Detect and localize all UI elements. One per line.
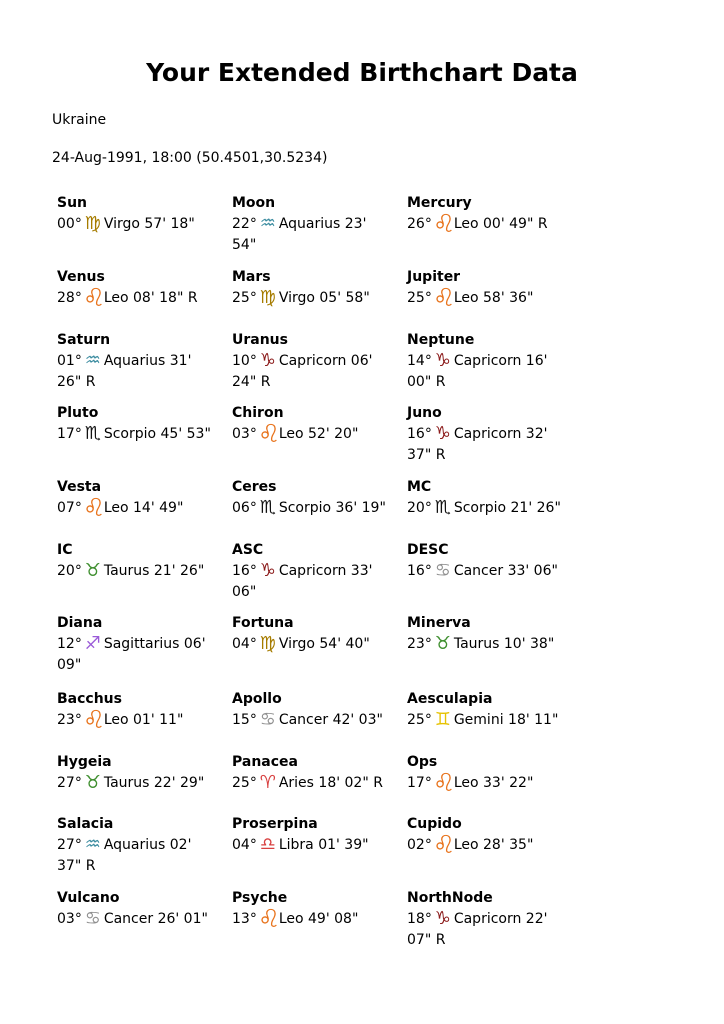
- body-sign-minutes: Aquarius 23': [278, 216, 367, 232]
- body-position: [407, 424, 577, 466]
- cancer-sign-icon: ♋: [84, 908, 101, 929]
- body-sign-minutes: Aquarius 02': [103, 837, 192, 853]
- virgo-sign-icon: ♍: [259, 633, 276, 654]
- body-name: Minerva: [407, 615, 471, 631]
- body-position: [407, 768, 577, 797]
- body-name: Pluto: [57, 405, 99, 421]
- body-degree: 18°: [407, 911, 432, 927]
- body-position: [232, 710, 402, 731]
- body-position: [232, 214, 402, 256]
- body-mars: [232, 267, 402, 309]
- body-position: [232, 634, 402, 655]
- body-name: IC: [57, 542, 73, 558]
- body-name: Hygeia: [57, 754, 112, 770]
- body-position: [407, 498, 577, 519]
- body-sign-minutes: Libra 01' 39": [278, 837, 369, 853]
- body-sign-minutes: Leo 33' 22": [453, 775, 534, 791]
- body-name: Cupido: [407, 816, 462, 832]
- birth-location: Ukraine: [52, 112, 107, 128]
- body-position: [407, 710, 577, 731]
- body-name: Ops: [407, 754, 438, 770]
- body-sign-minutes: Scorpio 21' 26": [453, 500, 561, 516]
- body-name: Neptune: [407, 332, 475, 348]
- body-sign-minutes: Taurus 22' 29": [103, 775, 205, 791]
- body-hygeia: [57, 752, 227, 794]
- body-jupiter: [407, 267, 577, 312]
- body-degree: 27°: [57, 775, 82, 791]
- body-proserpina: [232, 814, 402, 856]
- body-seconds: 37" R: [57, 858, 96, 874]
- body-salacia: [57, 814, 227, 877]
- body-degree: 04°: [232, 636, 257, 652]
- body-name: Fortuna: [232, 615, 294, 631]
- body-sign-minutes: Leo 00' 49" R: [453, 216, 548, 232]
- body-name: Sun: [57, 195, 88, 211]
- body-asc: [232, 540, 402, 603]
- scorpio-sign-icon: ♏: [84, 423, 101, 444]
- scorpio-sign-icon: ♏: [434, 497, 451, 518]
- body-name: MC: [407, 479, 432, 495]
- body-sign-minutes: Cancer 26' 01": [103, 911, 208, 927]
- body-vesta: [57, 477, 227, 522]
- body-degree: 07°: [57, 500, 82, 516]
- body-sign-minutes: Leo 58' 36": [453, 290, 534, 306]
- body-position: [57, 283, 227, 312]
- capricorn-sign-icon: ♑: [434, 350, 451, 371]
- cancer-sign-icon: ♋: [434, 560, 451, 581]
- body-degree: 10°: [232, 353, 257, 369]
- body-degree: 25°: [232, 290, 257, 306]
- body-diana: [57, 613, 227, 676]
- body-name: Uranus: [232, 332, 288, 348]
- body-degree: 16°: [407, 426, 432, 442]
- aquarius-sign-icon: ♒: [84, 350, 101, 371]
- body-name: NorthNode: [407, 890, 493, 906]
- gemini-sign-icon: ♊: [434, 709, 451, 730]
- body-seconds: 54": [232, 237, 257, 253]
- body-sign-minutes: Cancer 42' 03": [278, 712, 383, 728]
- body-degree: 06°: [232, 500, 257, 516]
- leo-sign-icon: ♌: [432, 768, 456, 797]
- body-sign-minutes: Leo 49' 08": [278, 911, 359, 927]
- body-name: Bacchus: [57, 691, 122, 707]
- body-sign-minutes: Capricorn 22': [453, 911, 548, 927]
- body-position: [407, 351, 577, 393]
- body-degree: 25°: [407, 712, 432, 728]
- body-sign-minutes: Leo 08' 18" R: [103, 290, 198, 306]
- body-moon: [232, 193, 402, 256]
- body-position: [407, 634, 577, 655]
- body-degree: 26°: [407, 216, 432, 232]
- body-degree: 03°: [232, 426, 257, 442]
- body-sign-minutes: Sagittarius 06': [103, 636, 206, 652]
- body-degree: 20°: [57, 563, 82, 579]
- body-position: [232, 351, 402, 393]
- taurus-sign-icon: ♉: [434, 633, 451, 654]
- body-name: Panacea: [232, 754, 298, 770]
- body-degree: 16°: [232, 563, 257, 579]
- body-bacchus: [57, 689, 227, 734]
- capricorn-sign-icon: ♑: [434, 908, 451, 929]
- body-degree: 14°: [407, 353, 432, 369]
- body-position: [407, 209, 577, 238]
- leo-sign-icon: ♌: [257, 904, 281, 933]
- body-name: Saturn: [57, 332, 111, 348]
- body-name: Venus: [57, 269, 105, 285]
- body-seconds: 09": [57, 657, 82, 673]
- body-name: Mars: [232, 269, 271, 285]
- body-degree: 04°: [232, 837, 257, 853]
- body-panacea: [232, 752, 402, 794]
- body-name: Ceres: [232, 479, 277, 495]
- body-position: [57, 424, 227, 445]
- capricorn-sign-icon: ♑: [434, 423, 451, 444]
- body-name: Vulcano: [57, 890, 120, 906]
- body-sign-minutes: Leo 14' 49": [103, 500, 184, 516]
- body-sign-minutes: Leo 28' 35": [453, 837, 534, 853]
- body-sign-minutes: Virgo 57' 18": [103, 216, 195, 232]
- body-position: [232, 498, 402, 519]
- body-seconds: 06": [232, 584, 257, 600]
- body-position: [232, 419, 402, 448]
- body-degree: 27°: [57, 837, 82, 853]
- body-neptune: [407, 330, 577, 393]
- leo-sign-icon: ♌: [432, 209, 456, 238]
- body-sign-minutes: Scorpio 45' 53": [103, 426, 211, 442]
- body-name: ASC: [232, 542, 264, 558]
- body-name: Vesta: [57, 479, 102, 495]
- body-degree: 16°: [407, 563, 432, 579]
- body-degree: 15°: [232, 712, 257, 728]
- body-name: Aesculapia: [407, 691, 493, 707]
- body-sign-minutes: Leo 01' 11": [103, 712, 184, 728]
- body-uranus: [232, 330, 402, 393]
- body-mercury: [407, 193, 577, 238]
- body-seconds: 00" R: [407, 374, 446, 390]
- body-name: Salacia: [57, 816, 114, 832]
- body-position: [232, 773, 402, 794]
- capricorn-sign-icon: ♑: [259, 350, 276, 371]
- body-venus: [57, 267, 227, 312]
- body-position: [407, 283, 577, 312]
- body-ops: [407, 752, 577, 797]
- body-name: Psyche: [232, 890, 288, 906]
- body-name: Chiron: [232, 405, 284, 421]
- body-position: [232, 561, 402, 603]
- body-saturn: [57, 330, 227, 393]
- body-position: [57, 493, 227, 522]
- body-chiron: [232, 403, 402, 448]
- body-sign-minutes: Cancer 33' 06": [453, 563, 558, 579]
- body-desc: [407, 540, 577, 582]
- body-degree: 12°: [57, 636, 82, 652]
- body-ceres: [232, 477, 402, 519]
- body-position: [232, 835, 402, 856]
- body-position: [407, 909, 577, 951]
- virgo-sign-icon: ♍: [259, 287, 276, 308]
- body-sign-minutes: Leo 52' 20": [278, 426, 359, 442]
- body-sign-minutes: Virgo 54' 40": [278, 636, 370, 652]
- taurus-sign-icon: ♉: [84, 560, 101, 581]
- body-position: [232, 904, 402, 933]
- body-position: [57, 351, 227, 393]
- body-name: Mercury: [407, 195, 472, 211]
- body-sign-minutes: Capricorn 33': [278, 563, 373, 579]
- body-position: [57, 634, 227, 676]
- body-position: [407, 830, 577, 859]
- leo-sign-icon: ♌: [257, 419, 281, 448]
- body-sign-minutes: Scorpio 36' 19": [278, 500, 386, 516]
- body-position: [57, 835, 227, 877]
- body-sign-minutes: Capricorn 32': [453, 426, 548, 442]
- virgo-sign-icon: ♍: [84, 213, 101, 234]
- body-degree: 01°: [57, 353, 82, 369]
- body-vulcano: [57, 888, 227, 930]
- leo-sign-icon: ♌: [82, 705, 106, 734]
- body-position: [232, 288, 402, 309]
- body-position: [407, 561, 577, 582]
- body-degree: 23°: [407, 636, 432, 652]
- body-apollo: [232, 689, 402, 731]
- libra-sign-icon: ♎: [259, 834, 276, 855]
- body-juno: [407, 403, 577, 466]
- body-seconds: 26" R: [57, 374, 96, 390]
- body-seconds: 37" R: [407, 447, 446, 463]
- body-sign-minutes: Aries 18' 02" R: [278, 775, 383, 791]
- aquarius-sign-icon: ♒: [259, 213, 276, 234]
- body-name: Moon: [232, 195, 276, 211]
- body-name: Juno: [407, 405, 442, 421]
- body-sign-minutes: Capricorn 16': [453, 353, 548, 369]
- body-name: Apollo: [232, 691, 282, 707]
- body-position: [57, 909, 227, 930]
- body-fortuna: [232, 613, 402, 655]
- body-position: [57, 561, 227, 582]
- body-degree: 03°: [57, 911, 82, 927]
- body-degree: 17°: [407, 775, 432, 791]
- body-name: Proserpina: [232, 816, 318, 832]
- body-sign-minutes: Virgo 05' 58": [278, 290, 370, 306]
- body-psyche: [232, 888, 402, 933]
- body-pluto: [57, 403, 227, 445]
- body-mc: [407, 477, 577, 519]
- aries-sign-icon: ♈: [259, 772, 276, 793]
- body-sign-minutes: Aquarius 31': [103, 353, 192, 369]
- body-degree: 25°: [407, 290, 432, 306]
- page-title: Your Extended Birthchart Data: [146, 58, 578, 87]
- body-degree: 00°: [57, 216, 82, 232]
- body-position: [57, 773, 227, 794]
- leo-sign-icon: ♌: [82, 493, 106, 522]
- aquarius-sign-icon: ♒: [84, 834, 101, 855]
- scorpio-sign-icon: ♏: [259, 497, 276, 518]
- body-minerva: [407, 613, 577, 655]
- body-degree: 20°: [407, 500, 432, 516]
- body-position: [57, 214, 227, 235]
- cancer-sign-icon: ♋: [259, 709, 276, 730]
- body-degree: 17°: [57, 426, 82, 442]
- body-name: Jupiter: [407, 269, 461, 285]
- body-cupido: [407, 814, 577, 859]
- body-name: DESC: [407, 542, 449, 558]
- body-degree: 25°: [232, 775, 257, 791]
- body-sign-minutes: Capricorn 06': [278, 353, 373, 369]
- body-degree: 13°: [232, 911, 257, 927]
- sagittarius-sign-icon: ♐: [84, 633, 101, 654]
- body-ic: [57, 540, 227, 582]
- leo-sign-icon: ♌: [82, 283, 106, 312]
- taurus-sign-icon: ♉: [84, 772, 101, 793]
- body-seconds: 24" R: [232, 374, 271, 390]
- body-degree: 28°: [57, 290, 82, 306]
- body-sun: [57, 193, 227, 235]
- body-degree: 02°: [407, 837, 432, 853]
- leo-sign-icon: ♌: [432, 830, 456, 859]
- body-sign-minutes: Taurus 10' 38": [453, 636, 555, 652]
- body-seconds: 07" R: [407, 932, 446, 948]
- body-position: [57, 705, 227, 734]
- leo-sign-icon: ♌: [432, 283, 456, 312]
- body-name: Diana: [57, 615, 103, 631]
- body-northnode: [407, 888, 577, 951]
- body-aesculapia: [407, 689, 577, 731]
- body-degree: 23°: [57, 712, 82, 728]
- body-sign-minutes: Gemini 18' 11": [453, 712, 559, 728]
- capricorn-sign-icon: ♑: [259, 560, 276, 581]
- body-degree: 22°: [232, 216, 257, 232]
- body-sign-minutes: Taurus 21' 26": [103, 563, 205, 579]
- birth-datetime: 24-Aug-1991, 18:00 (50.4501,30.5234): [52, 150, 328, 166]
